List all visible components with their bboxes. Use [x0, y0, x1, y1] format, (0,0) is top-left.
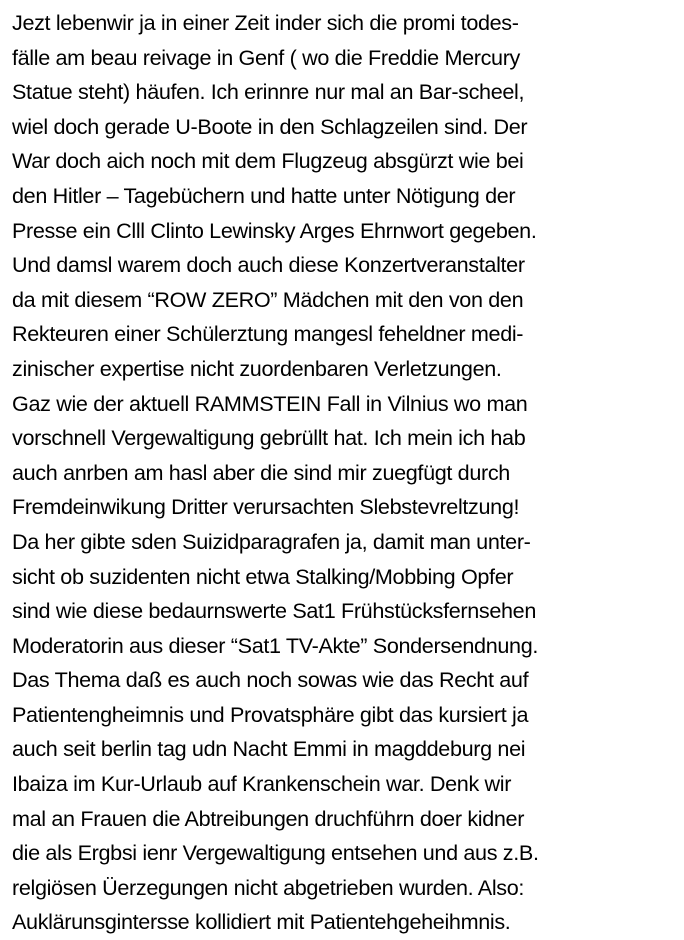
text-line: vorschnell Vergewaltigung gebrüllt hat. Ich mein ich hab: [12, 425, 526, 451]
text-line: Fremdeinwikung Dritter verursachten Slebstevreltzung!: [12, 494, 520, 520]
text-line: sind wie diese bedaurnswerte Sat1 Frühstücksfernsehen: [12, 598, 536, 624]
text-line: Patientengheimnis und Provatsphäre gibt das kursiert ja: [12, 701, 529, 727]
text-line: Und damsl warem doch auch diese Konzertveranstalter: [12, 252, 525, 278]
text-line: relgiösen Üerzegungen nicht abgetrieben wurden. Also:: [12, 874, 525, 900]
text-line: Moderatorin aus dieser “Sat1 TV-Akte” Sondersendnung.: [12, 632, 539, 658]
text-line: zinischer expertise nicht zuordenbaren Verletzungen.: [12, 355, 502, 381]
text-line: auch anrben am hasl aber die sind mir zuegfügt durch: [12, 459, 510, 485]
text-line: den Hitler – Tagebüchern und hatte unter Nötigung der: [12, 182, 516, 208]
body-text: [12, 6, 680, 940]
text-line: Gaz wie der aktuell RAMMSTEIN Fall in Vilnius wo man: [12, 390, 528, 416]
text-line: Da her gibte sden Suizidparagrafen ja, damit man unter-: [12, 528, 531, 554]
text-line: Presse ein Clll Clinto Lewinsky Arges Ehrnwort gegeben.: [12, 217, 537, 243]
text-line: wiel doch gerade U-Boote in den Schlagzeilen sind. Der: [12, 113, 528, 139]
text-line: mal an Frauen die Abtreibungen druchführn doer kidner: [12, 805, 525, 831]
text-line: Rekteuren einer Schülerztung mangesl feheldner medi-: [12, 321, 524, 347]
text-line: Jezt lebenwir ja in einer Zeit inder sich die promi todes-: [12, 10, 519, 35]
text-line: War doch aich noch mit dem Flugzeug absgürzt wie bei: [12, 148, 524, 174]
text-line: fälle am beau reivage in Genf ( wo die Freddie Mercury: [12, 44, 520, 70]
text-line: Auklärunsgintersse kollidiert mit Patientehgeheihmnis.: [12, 909, 511, 935]
text-line: Das Thema daß es auch noch sowas wie das Recht auf: [12, 667, 529, 693]
text-line: da mit diesem “ROW ZERO” Mädchen mit den von den: [12, 286, 524, 312]
text-line: Ibaiza im Kur-Urlaub auf Krankenschein war. Denk wir: [12, 771, 512, 797]
text-line: die als Ergbsi ienr Vergewaltigung entsehen und aus z.B.: [12, 840, 539, 866]
text-line: auch seit berlin tag udn Nacht Emmi in magddeburg nei: [12, 736, 526, 762]
text-line: Statue steht) häufen. Ich erinnre nur mal an Bar-scheel,: [12, 79, 525, 105]
text-line: sicht ob suzidenten nicht etwa Stalking/Mobbing Opfer: [12, 563, 514, 589]
